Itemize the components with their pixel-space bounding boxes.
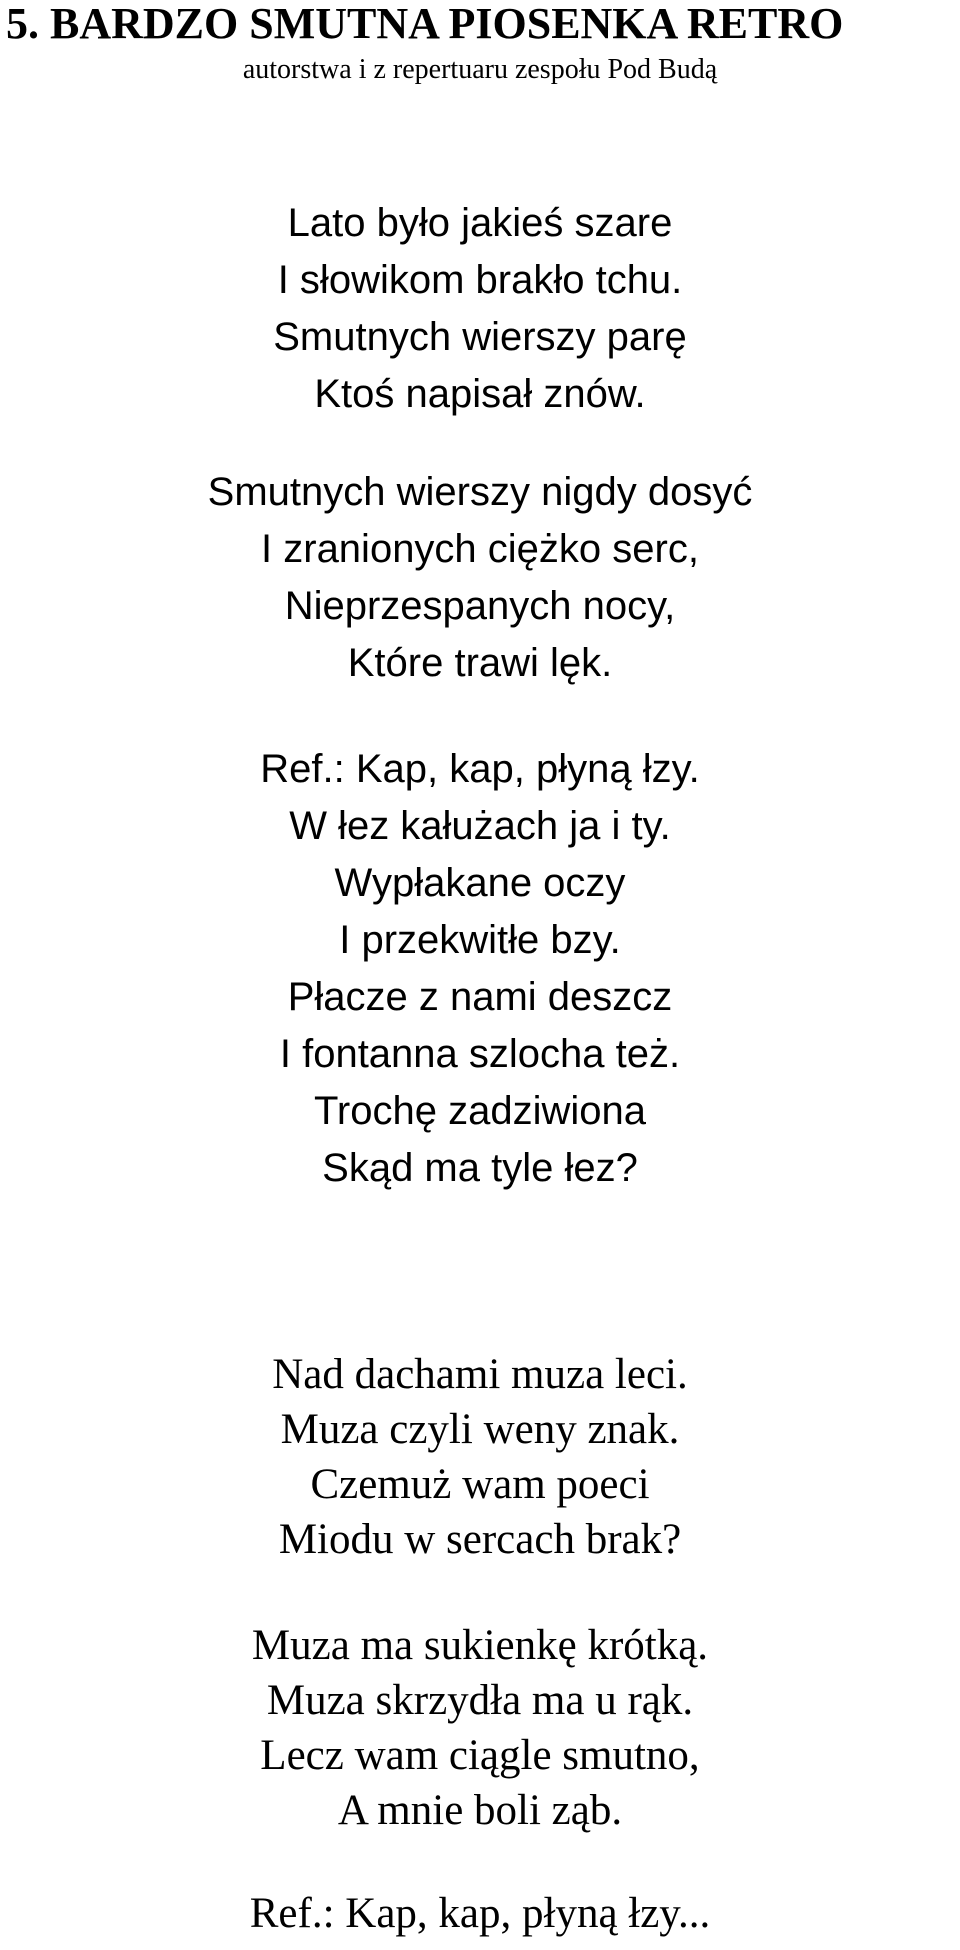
lyric-line: Nieprzespanych nocy, [284, 584, 676, 628]
lyric-line: I słowikom brakło tchu. [277, 258, 683, 302]
lyric-line: Ref.: Kap, kap, płyną łzy... [249, 1890, 711, 1937]
lyric-line: Trochę zadziwiona [313, 1089, 646, 1133]
stanza-refrain [0, 741, 960, 1197]
stanza-4 [0, 1618, 960, 1838]
lyric-line: Czemuż wam poeci [310, 1461, 650, 1508]
lyric-line: Miodu w sercach brak? [278, 1516, 682, 1563]
lyric-line: I fontanna szlocha też. [279, 1032, 681, 1076]
lyric-line: Ref.: Kap, kap, płyną łzy. [260, 747, 700, 791]
lyric-line: Smutnych wierszy parę [273, 315, 687, 359]
lyric-line: A mnie boli ząb. [337, 1787, 623, 1834]
lyric-line: Muza ma sukienkę krótką. [251, 1622, 709, 1669]
stanza-2 [0, 464, 960, 692]
lyric-line: I zranionych ciężko serc, [261, 527, 699, 571]
lyric-line: Płacze z nami deszcz [287, 975, 673, 1019]
lyric-line: Muza skrzydła ma u rąk. [266, 1677, 694, 1724]
song-subtitle: autorstwa i z repertuaru zespołu Pod Budą [242, 54, 718, 85]
lyric-line: W łez kałużach ja i ty. [289, 804, 671, 848]
lyric-line: Skąd ma tyle łez? [322, 1146, 638, 1190]
lyric-line: Muza czyli weny znak. [280, 1406, 680, 1453]
stanza-refrain-repeat [0, 1886, 960, 1941]
stanza-3 [0, 1347, 960, 1567]
lyric-line: Ktoś napisał znów. [314, 372, 646, 416]
stanza-1 [0, 195, 960, 423]
lyric-line: I przekwitłe bzy. [339, 918, 621, 962]
lyric-line: Które trawi lęk. [347, 641, 613, 685]
lyric-line: Lecz wam ciągle smutno, [260, 1732, 700, 1779]
lyric-line: Wypłakane oczy [334, 861, 626, 905]
lyric-line: Nad dachami muza leci. [272, 1351, 688, 1398]
lyric-line: Smutnych wierszy nigdy dosyć [207, 470, 753, 514]
song-title: 5. BARDZO SMUTNA PIOSENKA RETRO [6, 0, 844, 48]
lyric-line: Lato było jakieś szare [287, 201, 673, 245]
